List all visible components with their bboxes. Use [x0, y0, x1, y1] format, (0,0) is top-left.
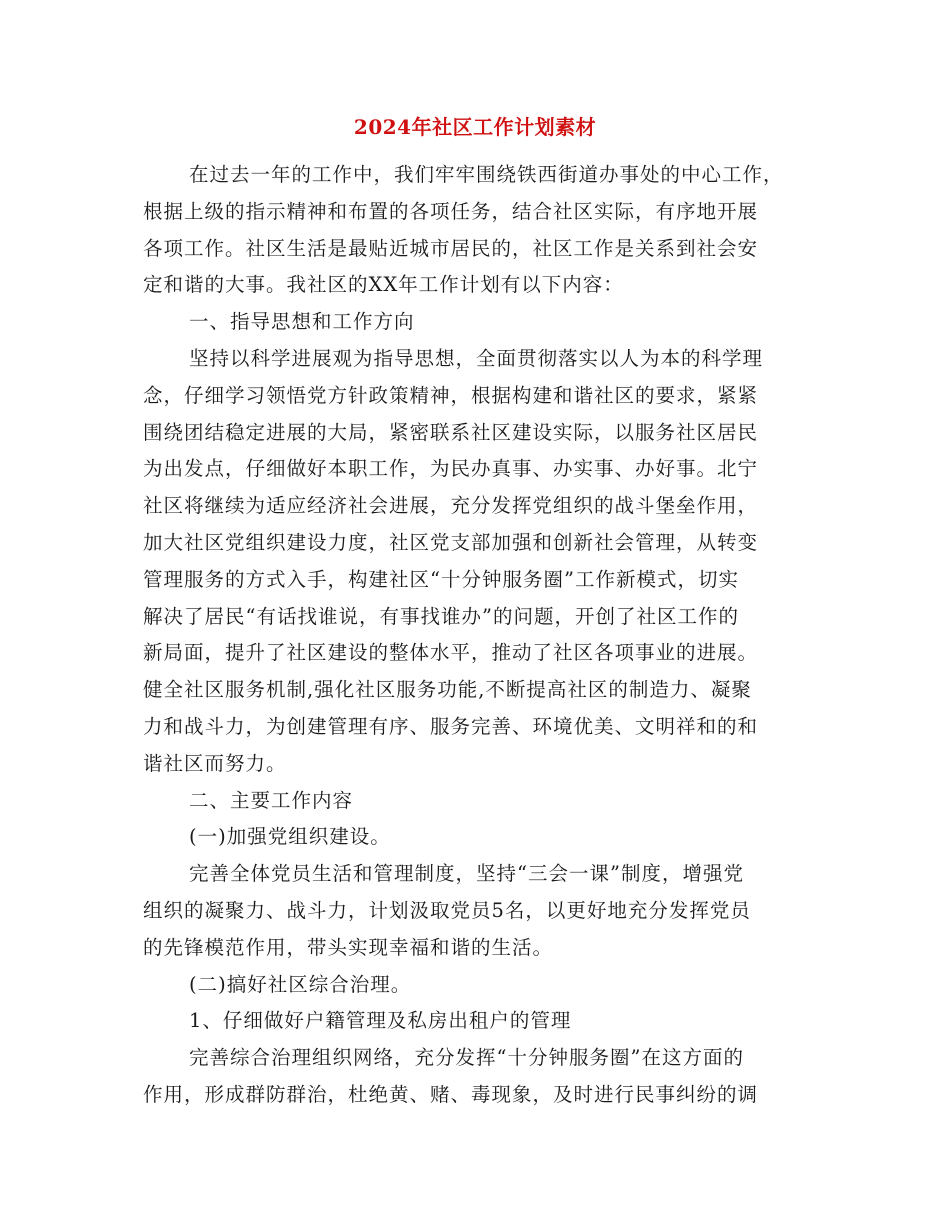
paragraph-line: 的先锋模范作用，带头实现幸福和谐的生活。 — [143, 935, 554, 959]
paragraph-line: 在过去一年的工作中，我们牢牢围绕铁西街道办事处的中心工作， — [189, 163, 784, 186]
document-body — [143, 157, 808, 1114]
section-heading: 二、主要工作内容 — [189, 788, 354, 812]
paragraph-line: 组织的凝聚力、战斗力，计划汲取党员5名，以更好地充分发挥党员 — [143, 898, 751, 922]
paragraph-line: 力和战斗力，为创建管理有序、服务完善、环境优美、文明祥和的和 — [143, 714, 759, 738]
paragraph-line: 完善综合治理组织网络，充分发挥“十分钟服务圈”在这方面的 — [189, 1046, 744, 1070]
item-heading: 1、仔细做好户籍管理及私房出租户的管理 — [189, 1009, 572, 1033]
paragraph-line: 加大社区党组织建设力度，社区党支部加强和创新社会管理，从转变 — [143, 530, 759, 554]
paragraph-line: 社区将继续为适应经济社会进展，充分发挥党组织的战斗堡垒作用， — [143, 494, 759, 518]
paragraph-line: 为出发点，仔细做好本职工作，为民办真事、办实事、办好事。北宁 — [143, 457, 759, 481]
paragraph-line: 完善全体党员生活和管理制度，坚持“三会一课”制度，增强党 — [189, 862, 744, 886]
paragraph-line: 谐社区而努力。 — [143, 751, 287, 775]
paragraph-line: 作用，形成群防群治，杜绝黄、赌、毒现象，及时进行民事纠纷的调 — [143, 1082, 759, 1106]
paragraph-line: 各项工作。社区生活是最贴近城市居民的，社区工作是关系到社会安 — [143, 236, 759, 260]
paragraph-line: 定和谐的大事。我社区的XX年工作计划有以下内容： — [143, 273, 624, 297]
paragraph-line: 坚持以科学进展观为指导思想，全面贯彻落实以人为本的科学理 — [189, 346, 764, 370]
section-heading: 一、指导思想和工作方向 — [189, 310, 415, 334]
paragraph-line: 新局面，提升了社区建设的整体水平，推动了社区各项事业的进展。 — [143, 641, 759, 665]
subsection-heading: (一)加强党组织建设。 — [189, 825, 391, 849]
paragraph-line: 根据上级的指示精神和布置的各项任务，结合社区实际，有序地开展 — [143, 199, 759, 223]
paragraph-line: 管理服务的方式入手，构建社区“十分钟服务圈”工作新模式，切实 — [143, 567, 739, 591]
paragraph-line: 念，仔细学习领悟党方针政策精神，根据构建和谐社区的要求，紧紧 — [143, 383, 759, 407]
document-title: 2024年社区工作计划素材 — [353, 115, 597, 139]
paragraph-line: 健全社区服务机制,强化社区服务功能,不断提高社区的制造力、凝聚 — [143, 678, 752, 702]
paragraph-line: 解决了居民“有话找谁说，有事找谁办”的问题，开创了社区工作的 — [143, 604, 739, 628]
subsection-heading: (二)搞好社区综合治理。 — [189, 972, 412, 996]
paragraph-line: 围绕团结稳定进展的大局，紧密联系社区建设实际，以服务社区居民 — [143, 420, 759, 444]
